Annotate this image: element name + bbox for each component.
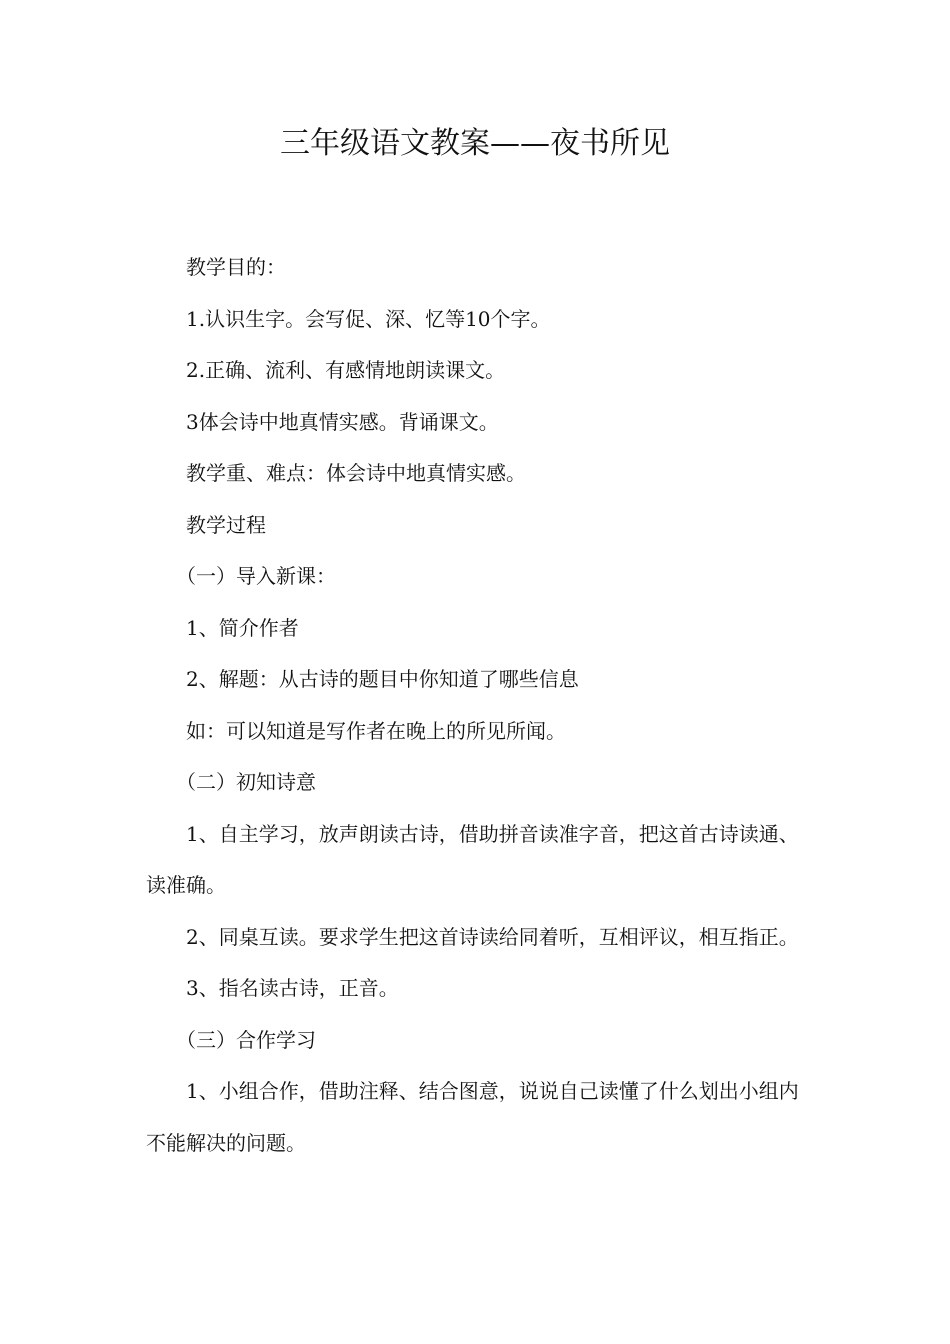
document-body (146, 242, 808, 1169)
paragraph-objective-1: 1.认识生字。会写促、深、忆等10个字。 (186, 306, 551, 331)
paragraph-item: 如：可以知道是写作者在晚上的所见所闻。 (186, 718, 566, 743)
paragraph-section-3: （三）合作学习 (176, 1027, 316, 1052)
paragraph-item: 1、简介作者 (186, 615, 299, 640)
paragraph-item: 1、小组合作，借助注释、结合图意，说说自己读懂了什么划出小组内不能解决的问题。 (146, 1079, 799, 1155)
paragraph-item: 1、自主学习，放声朗读古诗，借助拼音读准字音，把这首古诗读通、读准确。 (146, 821, 799, 897)
paragraph-objective-2: 2.正确、流利、有感情地朗读课文。 (186, 358, 506, 382)
paragraph-objective-3: 3体会诗中地真情实感。背诵课文。 (186, 409, 499, 434)
paragraph-item: 2、解题：从古诗的题目中你知道了哪些信息 (186, 667, 579, 691)
paragraph-process-heading: 教学过程 (186, 512, 266, 537)
paragraph-item: 3、指名读古诗，正音。 (186, 976, 399, 1000)
paragraph-key-points: 教学重、难点：体会诗中地真情实感。 (186, 461, 526, 485)
paragraph-objectives-heading: 教学目的： (186, 255, 286, 279)
paragraph-item: 2、同桌互读。要求学生把这首诗读给同着听，互相评议，相互指正。 (186, 924, 799, 949)
document-title: 三年级语文教案——夜书所见 (280, 126, 670, 161)
paragraph-section-2: （二）初知诗意 (176, 770, 316, 794)
paragraph-section-1: （一）导入新课： (176, 564, 336, 588)
